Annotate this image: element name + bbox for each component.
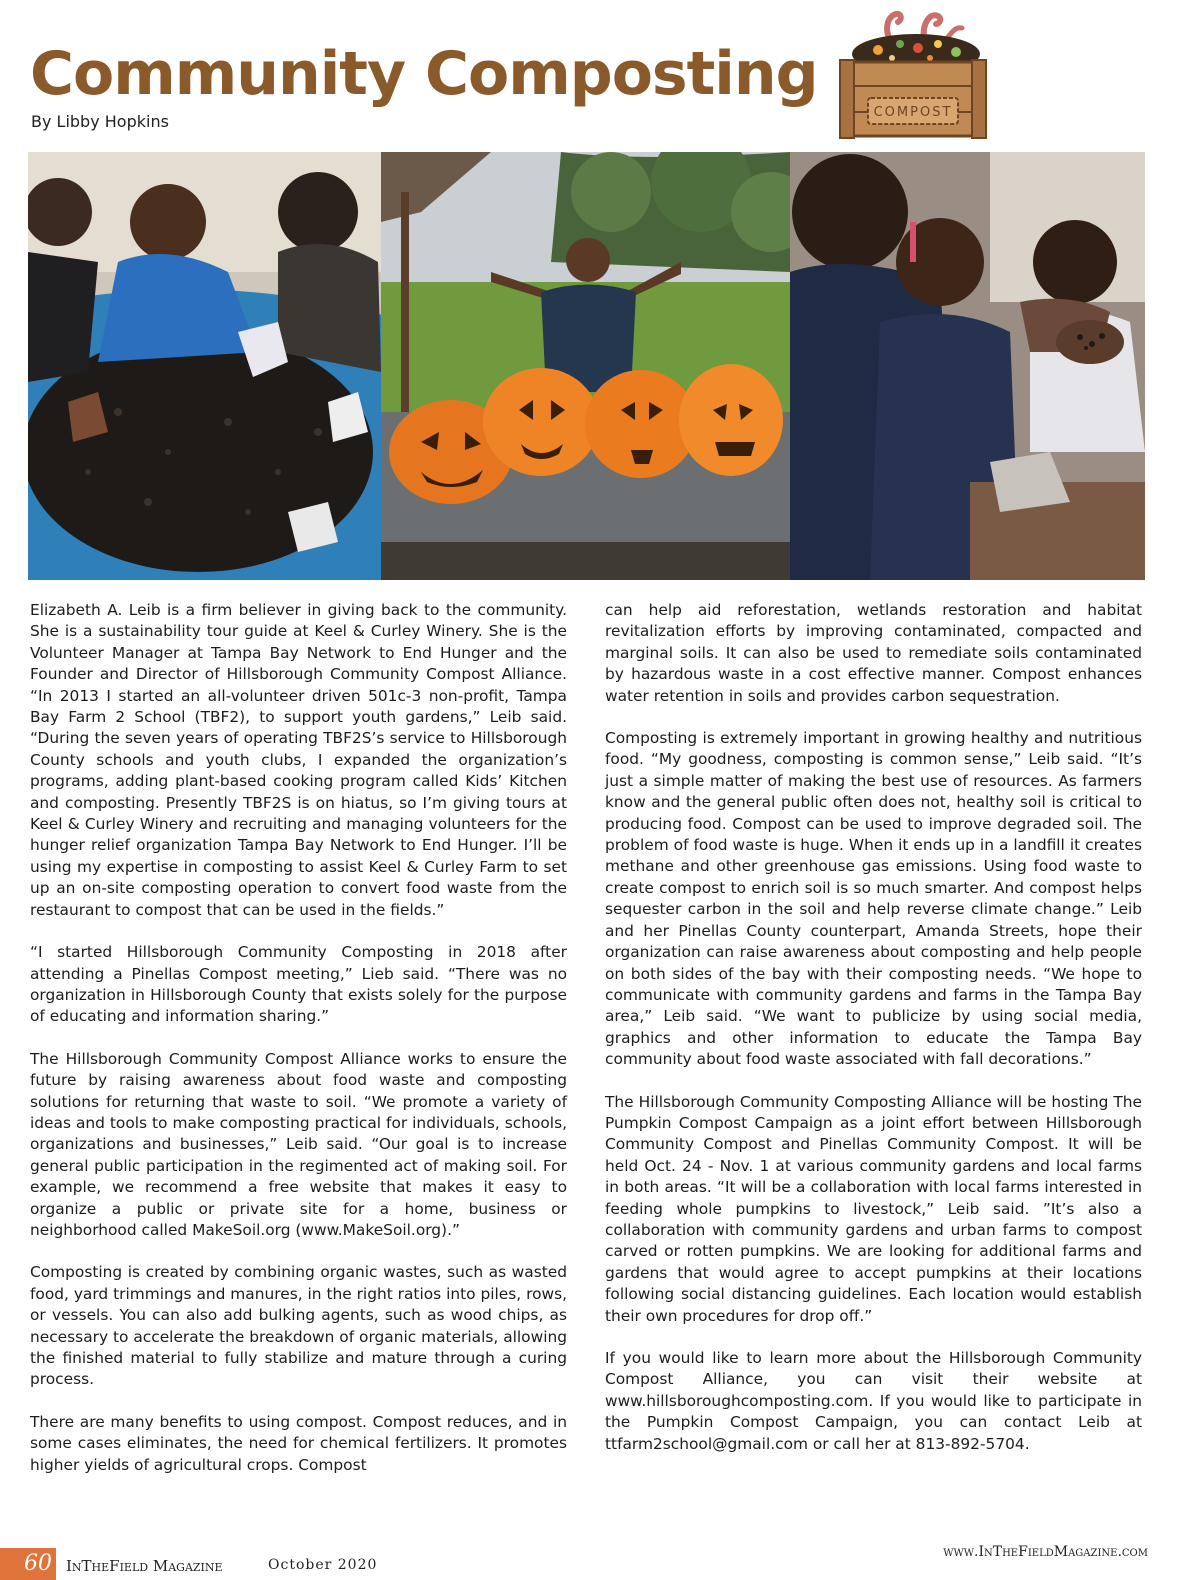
compost-crate-illustration <box>838 4 988 140</box>
issue-date: October 2020 <box>268 1557 378 1573</box>
paragraph: can help aid reforestation, wetlands restoration and habitat revitalization efforts by improving contaminated, compacted and marginal soils. It can also be used to remediate soils contaminated by hazardous waste in a cost effective manner. Compost enhances water retention in soils and provides carbon sequestration. <box>605 601 1142 705</box>
photo-kids-mixing-compost <box>28 152 381 580</box>
paragraph: The Hillsborough Community Composting Alliance will be hosting The Pumpkin Compost Campaign as a joint effort between Hillsborough Community Compost and Pinellas Community Compost. It will be held Oct. 24 - Nov. 1 at various community gardens and local farms in both areas. “It will be a collaboration with local farms interested in feeding whole pumpkins to livestock,” Leib said. ”It’s also a collaboration with community gardens and urban farms to compost carved or rotten pumpkins. We are looking for additional farms and gardens that would agree to accept pumpkins at their locations following social distancing guidelines. Each location would establish their own procedures for drop off.” <box>605 1092 1142 1325</box>
magazine-name: InTheField Magazine <box>66 1557 223 1575</box>
article-column-right <box>605 600 1142 1476</box>
crate-label: COMPOST <box>873 105 953 120</box>
paragraph: Elizabeth A. Leib is a firm believer in giving back to the community. She is a sustainability tour guide at Keel & Curley Winery. She is the Volunteer Manager at Tampa Bay Network to End Hunger and the Founder and Director of Hillsborough Community Compost Alliance. “In 2013 I started an all-volunteer driven 501c-3 non-profit, Tampa Bay Farm 2 School (TBF2), to support youth gardens,” Leib said. “During the seven years of operating TBF2S’s service to Hillsborough County schools and youth clubs, I expanded the organization’s programs, adding plant-based cooking program called Kids’ Kitchen and composting. Presently TBF2S is on hiatus, so I’m giving tours at Keel & Curley Winery and recruiting and managing volunteers for the hunger relief organization Tampa Bay Network to End Hunger. I’ll be using my expertise in composting to assist Keel & Curley Farm to set up an on-site composting operation to convert food waste from the restaurant to compost that can be used in the fields.” <box>30 601 567 919</box>
photo-girl-with-pumpkins <box>381 152 790 580</box>
byline: By Libby Hopkins <box>31 112 169 131</box>
paragraph: Composting is created by combining organic wastes, such as wasted food, yard trimmings and manures, in the right ratios into piles, rows, or vessels. You can also add bulking agents, such as wood chips, as necessary to accelerate the breakdown of organic materials, allowing the finished material to fully stabilize and mature through a curing process. <box>30 1263 567 1389</box>
paragraph: The Hillsborough Community Compost Alliance works to ensure the future by raising awareness about food waste and composting solutions for returning that waste to soil. “We promote a variety of ideas and tools to make composting practical for individuals, schools, organizations and businesses,” Leib said. “Our goal is to increase general public participation in the regimented act of making soil. For example, we recommend a free website that makes it easy to organize a public or private site for a home, business or neighborhood called MakeSoil.org (www.MakeSoil.org).” <box>30 1049 567 1239</box>
page-number: 60 <box>0 1548 56 1580</box>
paragraph: “I started Hillsborough Community Composting in 2018 after attending a Pinellas Compost meeting,” Lieb said. “There was no organization in Hillsborough County that exists solely for the purpose of educating and information sharing.” <box>30 943 567 1026</box>
article-title: Community Composting <box>30 39 818 109</box>
magazine-website-link[interactable]: www.InTheFieldMagazine.com <box>943 1544 1148 1560</box>
paragraph: Composting is extremely important in growing healthy and nutritious food. “My goodness, composting is common sense,” Leib said. “It’s just a simple matter of making the best use of resources. As farmers know and the general public often does not, healthy soil is critical to producing food. Compost can be used to improve degraded soil. The problem of food waste is huge. When it ends up in a landfill it creates methane and other greenhouse gas emissions. Using food waste to create compost to enrich soil is so much smarter. And compost helps sequester carbon in the soil and help reverse climate change.” Leib and her Pinellas County counterpart, Amanda Streets, hope their organization can raise awareness about composting and help people on both sides of the bay with their composting needs. “We hope to communicate with community gardens and farms in the Tampa Bay area,” Leib said. “We want to publicize by using social media, graphics and other information to educate the Tampa Bay community about food waste associated with fall decorations.” <box>605 729 1142 1069</box>
photo-kids-holding-soil <box>790 152 1145 580</box>
paragraph: If you would like to learn more about the Hillsborough Community Compost Alliance, you can visit their website at www.hillsboroughcomposting.com. If you would like to participate in the Pumpkin Compost Campaign, you can contact Leib at ttfarm2school@gmail.com or call her at 813-892-5704. <box>605 1349 1142 1453</box>
paragraph: There are many benefits to using compost. Compost reduces, and in some cases eliminates, the need for chemical fertilizers. It promotes higher yields of agricultural crops. Compost <box>30 1412 567 1474</box>
article-column-left <box>30 600 567 1497</box>
